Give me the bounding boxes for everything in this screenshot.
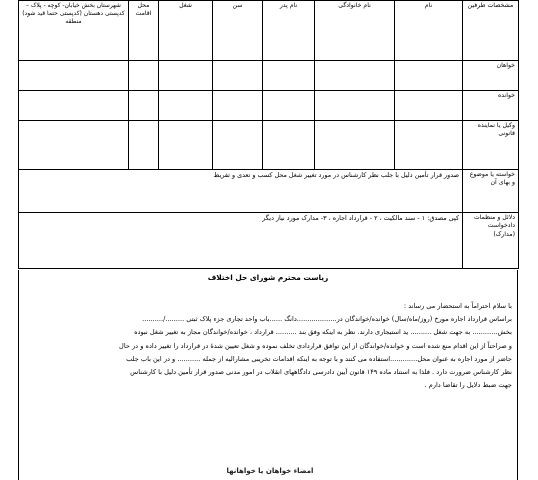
row-label-respondent: خوانده [463,91,519,121]
signature-line: امضاء خواهان یا خواهانها [226,467,314,475]
evidence-text[interactable]: کپی مصدق: ۱ - سند مالکیت ، ۲ - قرارداد اجاره ، ۳- مدارک مورد نیاز دیگر [19,213,463,269]
cell-input[interactable] [315,121,395,170]
cell-input[interactable] [129,91,159,121]
cell-input[interactable] [213,91,263,121]
table-header-row [19,1,519,61]
table-row-evidence [19,213,519,269]
row-label-lawyer: وکیل یا نماینده قانونی [463,121,519,170]
table-row-request [19,170,519,213]
cell-input[interactable] [263,61,315,91]
letter-line: حاضر از مورد اجاره به عنوان محل.............استفاده می کنند و با توجه به اینکه اقدامات تخریبی مشارالیه از جمله ........... و در این باب جلب [126,354,512,363]
letter-line: براساس قرارداد اجاره مورخ (روز/ماه/سال) خوانده/خواندگان در...................دانگ ......باب واحد تجاری جزء پلاک ثبتی ........./.......... [142,315,512,324]
header-age: سن [213,1,263,61]
cell-input[interactable] [129,61,159,91]
cell-input[interactable] [159,61,213,91]
header-parties: مشخصات طرفین [463,1,519,61]
row-label-evidence: دلائل و منظمات دادخواست (مدارک) [463,213,519,269]
letter-title: ریاست محترم شورای حل اختلاف [207,273,329,282]
parties-table [18,0,519,269]
cell-input[interactable] [315,91,395,121]
row-label-claimant: خواهان [463,61,519,91]
header-residence: محل اقامت [129,1,159,61]
letter-body [26,300,512,392]
letter-line: و صراحتاً از این اقدام منع شده است و خوانده/خواندگان از این توافق قراردادی تخلف نموده و شغل تعیین شدهٔ در قرارداد را تغییر داده و در حال [119,341,512,350]
table-row-claimant [19,61,519,91]
cell-input[interactable] [129,121,159,170]
cell-input[interactable] [159,121,213,170]
letter-line: نظر کارشناس ضرورت دارد . فلذا به استناد ماده ۱۴۹ قانون آیین دادرسی دادگاههای انقلاب در امور مدنی صدور قرار تأمین دلیل با کارشناس [130,368,512,377]
header-family: نام خانوادگی [315,1,395,61]
letter-line: جهت ضبط دلایل را تقاضا دارم . [424,381,512,390]
letter-greeting: با سلام احتراماً به استحضار می رساند : [403,302,512,310]
cell-input[interactable] [395,121,463,170]
cell-input[interactable] [395,91,463,121]
cell-input[interactable] [213,61,263,91]
request-text[interactable]: صدور قرار تأمین دلیل با جلب نظر کارشناس در مورد تغییر شغل محل کسب و تعدی و تفریط [19,170,463,213]
header-job: شغل [159,1,213,61]
cell-input[interactable] [263,91,315,121]
header-address: شهرستان بخش خیابان- کوچه - پلاک – کدپستی دهستان (کدپستی حتما قید شود) منطقه [19,1,129,61]
cell-input[interactable] [19,91,129,121]
letter-line: بخش............ به جهت شغل .......... ید استیجاری دارند. نظر به اینکه وفق بند .......... قرارداد ، خوانده/خواندگان مجاز به تغییر شغل نبوده [134,328,512,337]
cell-input[interactable] [213,121,263,170]
cell-input[interactable] [19,61,129,91]
table-row-lawyer [19,121,519,170]
cell-input[interactable] [19,121,129,170]
cell-input[interactable] [315,61,395,91]
table-row-respondent [19,91,519,121]
header-name: نام [395,1,463,61]
header-father: نام پدر [263,1,315,61]
cell-input[interactable] [263,121,315,170]
row-label-request: خواسته یا موضوع و بهای آن [463,170,519,213]
cell-input[interactable] [159,91,213,121]
cell-input[interactable] [395,61,463,91]
